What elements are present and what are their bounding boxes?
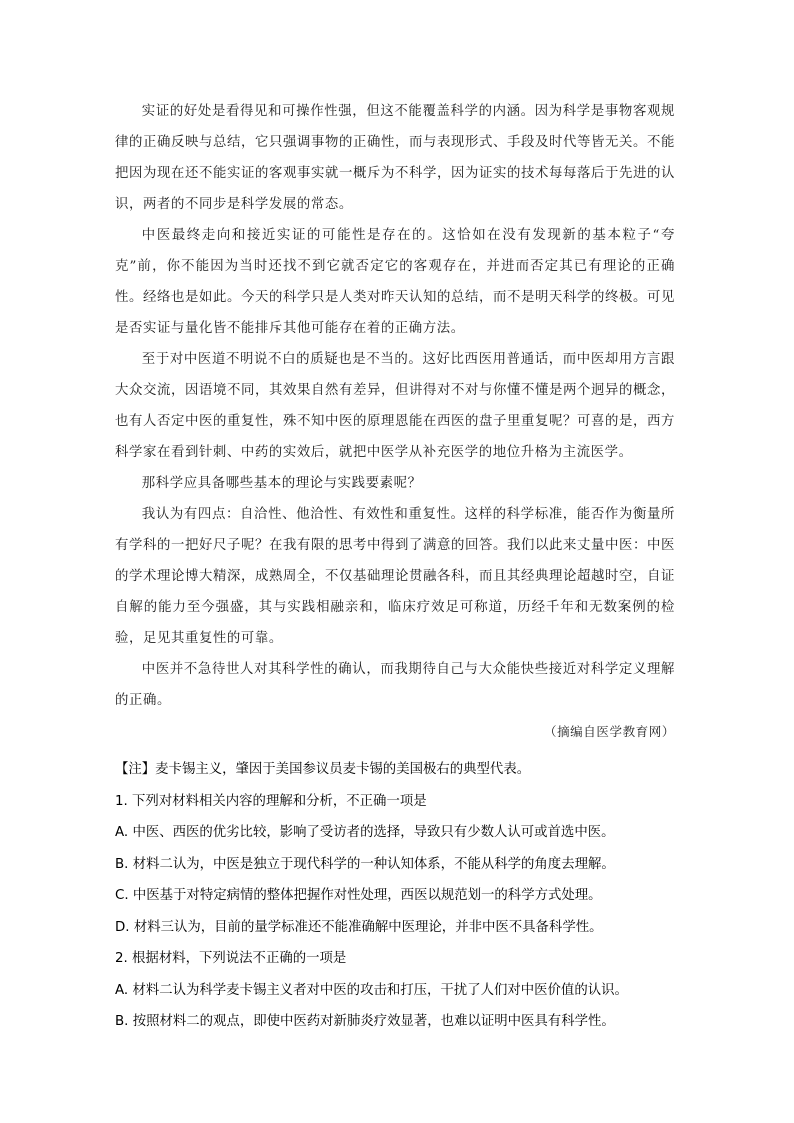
passage-paragraph-1: 实证的好处是看得见和可操作性强，但这不能覆盖科学的内涵。因为科学是事物客观规律的正确反映与总结，它只强调事物的正确性，而与表现形式、手段及时代等皆无关。不能把因为现在还不能实证的客观事实就一概斥为不科学，因为证实的技术每每落后于先进的认识，两者的不同步是科学发展的常态。 bbox=[115, 104, 675, 212]
passage-paragraph-5: 我认为有四点：自洽性、他洽性、有效性和重复性。这样的科学标准，能否作为衡量所有学科的一把好尺子呢？在我有限的思考中得到了满意的回答。我们以此来丈量中医：中医的学术理论博大精深，成熟周全，不仅基础理论贯融各科，而且其经典理论超越时空，自证自解的能力至今强盛，其与实践相融亲和，临床疗效足可称道，历经千年和无数案例的检验，足见其重复性的可靠。 bbox=[115, 507, 675, 646]
passage-paragraph-3: 至于对中医道不明说不白的质疑也是不当的。这好比西医用普通话，而中医却用方言跟大众交流，因语境不同，其效果自然有差异，但讲得对不对与你懂不懂是两个迥异的概念，也有人否定中医的重复性，殊不知中医的原理恩能在西医的盘子里重复呢？可喜的是，西方科学家在看到针刺、中药的实效后，就把中医学从补充医学的地位升格为主流医学。 bbox=[115, 352, 675, 460]
passage-body bbox=[115, 96, 675, 747]
passage-paragraph-4: 那科学应具备哪些基本的理论与实践要素呢？ bbox=[141, 476, 422, 491]
passage-paragraph-2: 中医最终走向和接近实证的可能性是存在的。这恰如在没有发现新的基本粒子“夸克”前，你不能因为当时还找不到它就否定它的客观存在，并进而否定其已有理论的正确性。经络也是如此。今天的科学只是人类对昨天认知的总结，而不是明天科学的终极。可见是否实证与量化皆不能排斥其他可能存在着的正确方法。 bbox=[115, 228, 675, 336]
question-1-option-c: C. 中医基于对特定病情的整体把握作对性处理，西医以规范划一的科学方式处理。 bbox=[115, 888, 602, 903]
question-1-option-b: B. 材料二认为，中医是独立于现代科学的一种认知体系，不能从科学的角度去理解。 bbox=[115, 856, 615, 872]
question-2-option-b: B. 按照材料二的观点，即使中医药对新肺炎疗效显著，也难以证明中医具有科学性。 bbox=[115, 1014, 615, 1029]
question-1-stem: 1. 下列对材料相关内容的理解和分析，不正确一项是 bbox=[115, 793, 427, 809]
passage-paragraph-6: 中医并不急待世人对其科学性的确认，而我期待自己与大众能快些接近对科学定义理解的正确。 bbox=[115, 662, 675, 708]
questions-section bbox=[115, 754, 680, 1038]
passage-source: （摘编自医学教育网） bbox=[543, 724, 675, 739]
question-1-option-a: A. 中医、西医的优劣比较，影响了受访者的选择，导致只有少数人认可或首选中医。 bbox=[115, 825, 615, 840]
question-1-option-d: D. 材料三认为，目前的量学标准还不能准确解中医理论，并非中医不具备科学性。 bbox=[115, 919, 603, 935]
question-2-stem: 2. 根据材料，下列说法不正确的一项是 bbox=[115, 951, 347, 966]
footnote: 【注】麦卡锡主义，肇因于美国参议员麦卡锡的美国极右的典型代表。 bbox=[115, 762, 531, 777]
question-2-option-a: A. 材料二认为科学麦卡锡主义者对中医的攻击和打压，干扰了人们对中医价值的认识。 bbox=[115, 982, 628, 998]
